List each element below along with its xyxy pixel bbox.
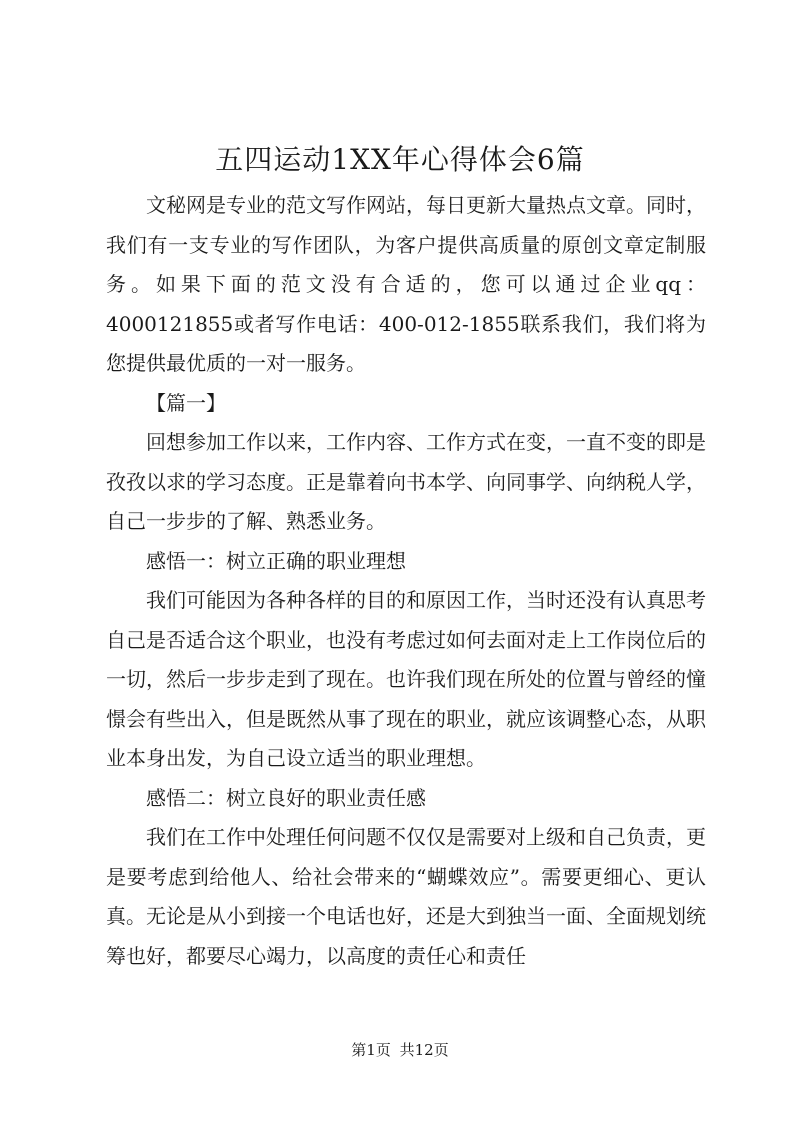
insight-heading-one: 感悟一：树立正确的职业理想 <box>146 548 406 573</box>
document-title: 五四运动1XX年心得体会6篇 <box>215 143 585 176</box>
intro-paragraph: 文秘网是专业的范文写作网站，每日更新大量热点文章。同时，我们有一支专业的写作团队，为客户提供高质量的原创文章定制服务。如果下面的范文没有合适的，您可以通过企业qq：4000121855或者写作电话：400-012-1855联系我们，我们将为您提供最优质的一对一服务。 <box>106 193 706 375</box>
paragraph-career-ideal: 我们可能因为各种各样的目的和原因工作，当时还没有认真思考自己是否适合这个职业，也没有考虑过如何去面对走上工作岗位后的一切，然后一步步走到了现在。也许我们现在所处的位置与曾经的憧憬会有些出入，但是既然从事了现在的职业，就应该调整心态，从职业本身出发，为自己设立适当的职业理想。 <box>106 588 706 770</box>
document-body <box>106 186 706 976</box>
page-footer <box>0 1039 800 1061</box>
insight-heading-two: 感悟二：树立良好的职业责任感 <box>146 785 426 810</box>
page-number: 第1页 <box>351 1041 391 1059</box>
paragraph-learning-attitude: 回想参加工作以来，工作内容、工作方式在变，一直不变的即是孜孜以求的学习态度。正是靠着向书本学、向同事学、向纳税人学，自己一步步的了解、熟悉业务。 <box>106 430 706 533</box>
page-total: 共12页 <box>399 1041 449 1059</box>
section-heading-part-one: 【篇一】 <box>146 390 226 415</box>
paragraph-responsibility: 我们在工作中处理任何问题不仅仅是需要对上级和自己负责，更是要考虑到给他人、给社会带来的“蝴蝶效应”。需要更细心、更认真。无论是从小到接一个电话也好，还是大到独当一面、全面规划统筹也好，都要尽心竭力，以高度的责任心和责任 <box>106 825 706 968</box>
